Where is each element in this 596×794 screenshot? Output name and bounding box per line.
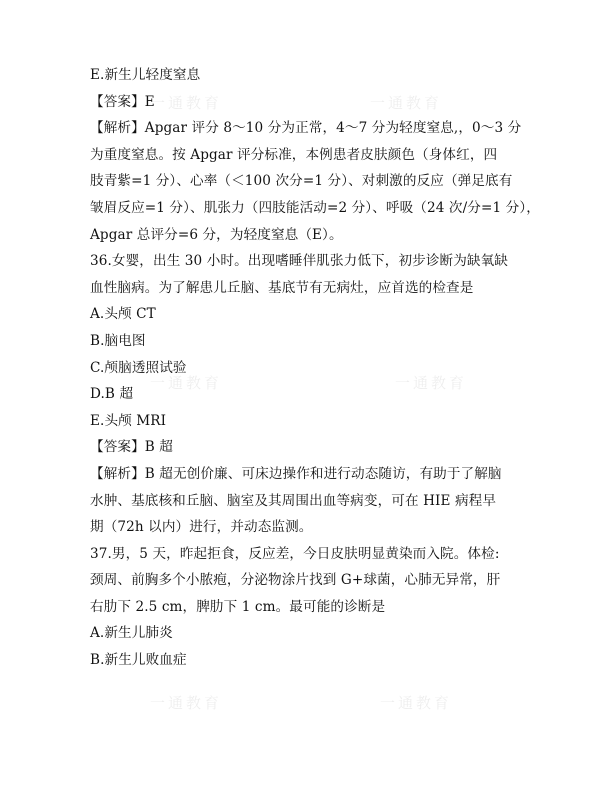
- watermark: 一通教育: [380, 694, 453, 712]
- explanation-35-line-1: 【解析】Apgar 评分 8～10 分为正常，4～7 分为轻度窒息,，0～3 分: [90, 120, 522, 137]
- question-36-line-2: 血性脑病。为了解患儿丘脑、基底节有无病灶，应首选的检查是: [90, 279, 474, 296]
- question-37-line-2: 颈周、前胸多个小脓疱，分泌物涂片找到 G+球菌，心肺无异常，肝: [90, 572, 501, 589]
- watermark: 一通教育: [150, 374, 223, 392]
- explanation-35-line-3: 肢青紫=1 分）、心率（＜100 次分=1 分）、对刺激的反应（弹足底有: [90, 173, 513, 190]
- option-e-mild-asphyxia: E.新生儿轻度窒息: [90, 67, 201, 83]
- question-36-line-1: 36.女婴，出生 30 小时。出现嗜睡伴肌张力低下，初步诊断为缺氧缺: [90, 253, 508, 270]
- watermark: 一通教育: [395, 374, 468, 392]
- question-37-line-3: 右肋下 2.5 cm，脾肋下 1 cm。最可能的诊断是: [90, 598, 386, 615]
- watermark: 一通教育: [370, 94, 443, 112]
- explanation-36-line-1: 【解析】B 超无创价廉、可床边操作和进行动态随访，有助于了解脑: [90, 465, 502, 482]
- question-36-option-a: A.头颅 CT: [90, 306, 156, 323]
- watermark: 一通教育: [150, 94, 223, 112]
- question-36-option-b: B.脑电图: [90, 332, 146, 349]
- answer-36: 【答案】B 超: [90, 439, 173, 456]
- question-36-option-d: D.B 超: [90, 386, 134, 403]
- question-37-line-1: 37.男，5 天，昨起拒食，反应差，今日皮肤明显黄染而入院。体检:: [90, 545, 500, 562]
- watermark: 一通教育: [150, 694, 223, 712]
- answer-35: 【答案】E: [90, 93, 155, 110]
- question-37-option-b: B.新生儿败血症: [90, 652, 187, 669]
- explanation-35-line-4: 皱眉反应=1 分）、肌张力（四肢能活动=2 分）、呼吸（24 次/分=1 分），: [90, 199, 540, 216]
- explanation-36-line-2: 水肿、基底核和丘脑、脑室及其周围出血等病变，可在 HIE 病程早: [90, 492, 497, 509]
- question-37-option-a: A.新生儿肺炎: [90, 625, 173, 642]
- document-body: [90, 62, 540, 674]
- explanation-36-line-3: 期（72h 以内）进行，并动态监测。: [90, 519, 313, 536]
- explanation-35-line-5: Apgar 总评分=6 分，为轻度窒息（E）。: [90, 226, 343, 243]
- explanation-35-line-2: 为重度窒息。按 Apgar 评分标准，本例患者皮肤颜色（身体红，四: [90, 146, 498, 163]
- question-36-option-e: E.头颅 MRI: [90, 412, 167, 429]
- question-36-option-c: C.颅脑透照试验: [90, 359, 187, 376]
